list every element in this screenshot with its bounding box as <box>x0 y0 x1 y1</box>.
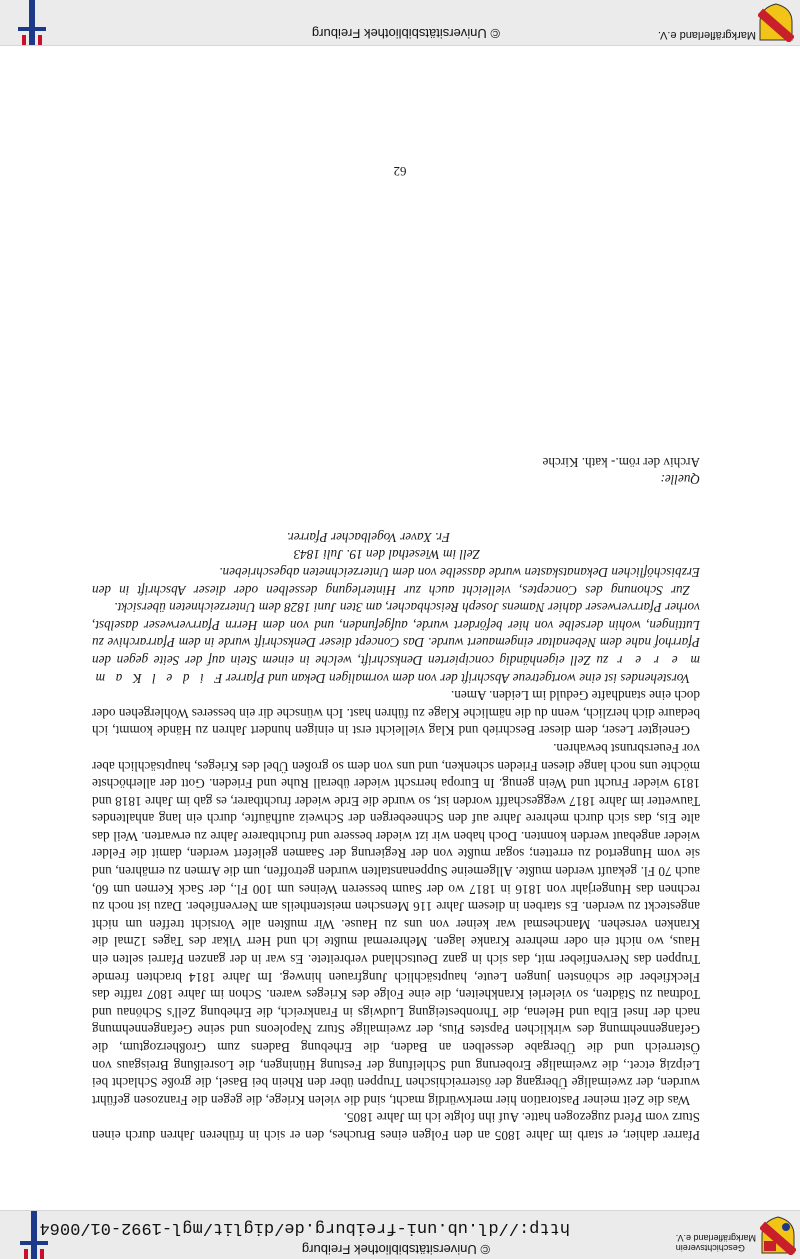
page-number: 62 <box>393 164 407 179</box>
coat-of-arms-icon <box>760 1215 796 1255</box>
document-url[interactable]: http://dl.ub.uni-freiburg.de/diglit/mgl-1992-01/0064 <box>39 1218 570 1237</box>
note-lead: Vorstehendes ist eine wortgetreue Abschrift der von dem vormaligen Dekan und Pfarrer <box>222 670 690 686</box>
paragraph: Pfarrer dahier, er starb im Jahre 1805 an den Folgen eines Bruches, den er sich in früheren Jahren durch einen Sturz vom Pferd zugezogen hatte. Auf ihn folgte ich im Jahre 1805. <box>92 1110 700 1143</box>
copyright-notice: © Universitätsbibliothek Freiburg <box>301 1242 490 1257</box>
spaced-name: F i d e l K a m m e r e r <box>92 652 700 686</box>
signature-block <box>92 528 700 563</box>
digitization-footer <box>0 0 800 46</box>
signature-place-date: Zell im Wiesethal den 19. Juli 1843 <box>293 547 480 563</box>
paragraph: Was die Zeit meiner Pastoration hier merkwürdig macht, sind die vielen Kriege, die gegen die Franzosen geführt wurden, der zweimalige Übergang der österreichischen Truppen über den Rhein bei Basel, die große Schlacht bei Leipzig etcet., die zweimalige Eroberung und Schleifung der Festung Hüningen, die Losreißung Breisgaus von Österreich und die Übergabe desselben an Baden, die Erhebung Badens zum Großherzogtum, die Gefangennehmung des wirklichen Papstes Pius, der zweimalige Sturz Napoleons und seine Gefangennehmung nach der Insel Elba und Helena, die Thronbesteigung Ludwigs in Frankreich, die Erhebung Zell's Schönau und Todtnau zu Städten, so vielerlei Krankheiten, die eine Folge des Krieges waren. Schon im Jahre 1807 raffte das Fleckfieber die schönsten jungen Leute, hauptsächlich Jungfrauen hinweg. Im Jahre 1814 brachten fremde Truppen das Nervenfieber mit, das sich in ganz Deutschland verbreitete. Es war in der ganzen Pfarrei selten ein Haus, wo nicht ein oder mehrere Kranke lagen. Mehreremal mußte ich und Herr Vikar des Tages 12mal die Kranken versehen. Manchesmal war keiner von uns zu Hause. Wir mußten alle Vorsicht treffen um nicht angesteckt zu werden. Es starben in diesem Jahre 116 Menschen meistentheils am Nervenfieber. Dazu ist noch zu rechnen das Hungerjahr von 1816 in 1817 wo der Saum besseren Weines um 100 Fl., der Sack Kernen um 60, auch 70 Fl. gekauft werden mußte. Allgemeine Suppenanstalten wurden getroffen, um die Armen zu ernähren, und sie vom Hungertod zu erretten; sogar mußte von der Regierung der Saamen geliefert werden, damit die Felder wieder angebaut werden konnten. Doch haben wir izt wieder bessere und fruchtbarere Jahre zu erwarten. Weil das alte Eis, das sich durch mehrere Jahre auf den Schneebergen der Schweiz aufhäufte, durch ein lang anhaltendes Tauwetter im Jahre 1817 weggeschafft worden ist, so wurde die Erde wieder fruchtbarer, es gab im Jahre 1818 und 1819 wieder Frucht und Wein genug. In Europa herrscht wieder überall Ruhe und Frieden. Gott der allerhöchste möchte uns noch lange diesen Frieden schenken, und uns von dem so großen Übel des Krieges, hauptsächlich aber vor Feuersbrunst bewahren. <box>92 740 700 1108</box>
org-name <box>676 1233 756 1253</box>
university-library-logo-icon <box>12 0 52 45</box>
paragraph: Geneigter Leser, dem dieser Beschrieb und Klag vielleicht erst in einigen hundert Jahren zu Hände kommt, ich bedaure dich herzlich, wenn du die nämliche Klage zu führen hast. Ich wünsche dir ein besseres Wohlergehen oder doch eine standhafte Geduld im Leiden. Amen. <box>92 688 700 739</box>
coat-of-arms-icon <box>758 2 794 42</box>
digitization-header <box>0 1210 800 1259</box>
org-line-2: Markgräflerland e.V. <box>675 1233 756 1243</box>
paragraph-copy-note: Zur Schonung des Conceptes, vielleicht auch zur Hinterlegung desselben oder dieser Abschrift in den Erzbischöflichen Dekanatskasten wurde dasselbe von dem Unterzeichneten abgeschrieben. <box>92 565 700 598</box>
signature-name: Fr. Xaver Vogelbacher Pfarrer. <box>286 529 450 545</box>
source-value: Archiv der röm.- kath. Kirche <box>542 454 700 470</box>
copyright-notice: © Universitätsbibliothek Freiburg <box>311 26 500 41</box>
paragraph-transcription-note <box>92 599 700 687</box>
university-library-logo-icon <box>14 1211 54 1259</box>
source-block <box>92 453 700 488</box>
org-line-1: Geschichtsverein <box>675 1243 745 1253</box>
org-name: Markgräflerland e.V. <box>657 29 756 41</box>
note-rest: zu Zell eigenhändig concipierten Denkschrift, welche in einem Stein auf der Seite gegen den Pfarrhof nahe dem Nebenaltar eingemauert wurde. Das Concept dieser Denkschrift wurde in dem Pfarrarchive zu Luttingen, wohin derselbe von hier befördert wurde, aufgefunden, und von dem Herrn Pfarrverweser daselbst, vorher Pfarrverweser dahier Namens Joseph Reischbacher, am 3ten Juni 1828 dem Unterzeichneten übersickt. <box>92 600 700 668</box>
document-body <box>92 453 700 1144</box>
source-label: Quelle: <box>660 472 700 488</box>
